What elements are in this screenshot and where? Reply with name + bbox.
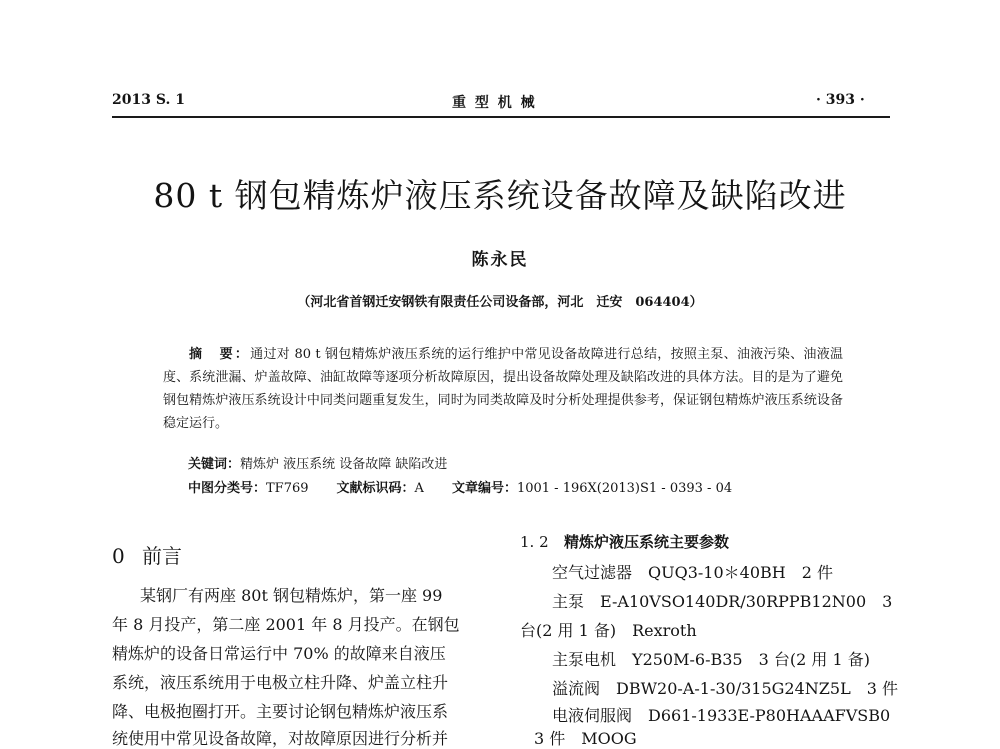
parameter-line: 溢流阀 DBW20-A-1-30/315G24NZ5L 3 件 bbox=[552, 679, 898, 698]
doc-code-label: 文献标识码： bbox=[336, 481, 415, 496]
section-0-line: 统使用中常见设备故障，对故障原因进行分析并 bbox=[112, 729, 449, 748]
keywords-label: 关键词： bbox=[188, 457, 241, 472]
section-0-title: 前言 bbox=[142, 544, 182, 568]
section-0-heading bbox=[112, 540, 182, 569]
section-0-line: 某钢厂有两座 80t 钢包精炼炉，第一座 99 bbox=[140, 586, 443, 605]
section-0-line: 精炼炉的设备日常运行中 70% 的故障来自液压 bbox=[112, 644, 446, 663]
section-1-2-heading bbox=[520, 531, 729, 552]
article-number-label: 文章编号： bbox=[451, 481, 517, 496]
section-0-line: 降、电极抱圈打开。主要讨论钢包精炼炉液压系 bbox=[112, 702, 449, 721]
parameter-line: 空气过滤器 QUQ3-10＊40BH 2 件 bbox=[552, 563, 834, 582]
clc-value: TF769 bbox=[266, 481, 309, 496]
header-issue: 2013 S. 1 bbox=[112, 92, 185, 108]
parameter-line: 主泵 E-A10VSO140DR/30RPPB12N00 3 bbox=[552, 592, 893, 611]
abstract-label: 摘 要： bbox=[189, 347, 251, 362]
section-1-2-number: 1. 2 bbox=[520, 533, 549, 551]
abstract bbox=[163, 343, 843, 435]
header-journal: 重 型 机 械 bbox=[452, 95, 537, 111]
article-number-value: 1001 - 196X(2013)S1 - 0393 - 04 bbox=[516, 481, 733, 496]
parameter-line: 3 件 MOOG bbox=[534, 729, 637, 748]
paper-title: 80 t 钢包精炼炉液压系统设备故障及缺陷改进 bbox=[153, 176, 847, 215]
header-page-number: · 393 · bbox=[816, 92, 865, 108]
classification-line bbox=[188, 477, 732, 496]
doc-code-value: A bbox=[414, 481, 424, 496]
keywords bbox=[188, 453, 447, 472]
header-rule bbox=[112, 116, 890, 118]
clc-label: 中图分类号： bbox=[188, 481, 267, 496]
section-0-number: 0 bbox=[112, 544, 125, 568]
section-1-2-title: 精炼炉液压系统主要参数 bbox=[564, 533, 730, 551]
parameter-line: 主泵电机 Y250M-6-B35 3 台(2 用 1 备) bbox=[552, 650, 870, 669]
section-0-line: 年 8 月投产，第二座 2001 年 8 月投产。在钢包 bbox=[112, 615, 460, 634]
abstract-text: 通过对 80 t 钢包精炼炉液压系统的运行维护中常见设备故障进行总结，按照主泵、油液污染、油液温度、系统泄漏、炉盖故障、油缸故障等逐项分析故障原因，提出设备故障处理及缺陷改进的具体方法。目的是为了避免钢包精炼炉液压系统设计中同类问题重复发生，同时为同类故障及时分析处理提供参考，保证钢包精炼炉液压系统设备稳定运行。 bbox=[163, 347, 843, 431]
affiliation: （河北省首钢迁安钢铁有限责任公司设备部，河北 迁安 064404） bbox=[297, 295, 703, 310]
keywords-text: 精炼炉 液压系统 设备故障 缺陷改进 bbox=[240, 457, 448, 472]
parameter-line: 台(2 用 1 备) Rexroth bbox=[520, 621, 697, 640]
parameter-line: 电液伺服阀 D661-1933E-P80HAAAFVSB0 bbox=[552, 706, 891, 725]
author: 陈永民 bbox=[471, 250, 529, 270]
section-0-line: 系统，液压系统用于电极立柱升降、炉盖立柱升 bbox=[112, 673, 449, 692]
